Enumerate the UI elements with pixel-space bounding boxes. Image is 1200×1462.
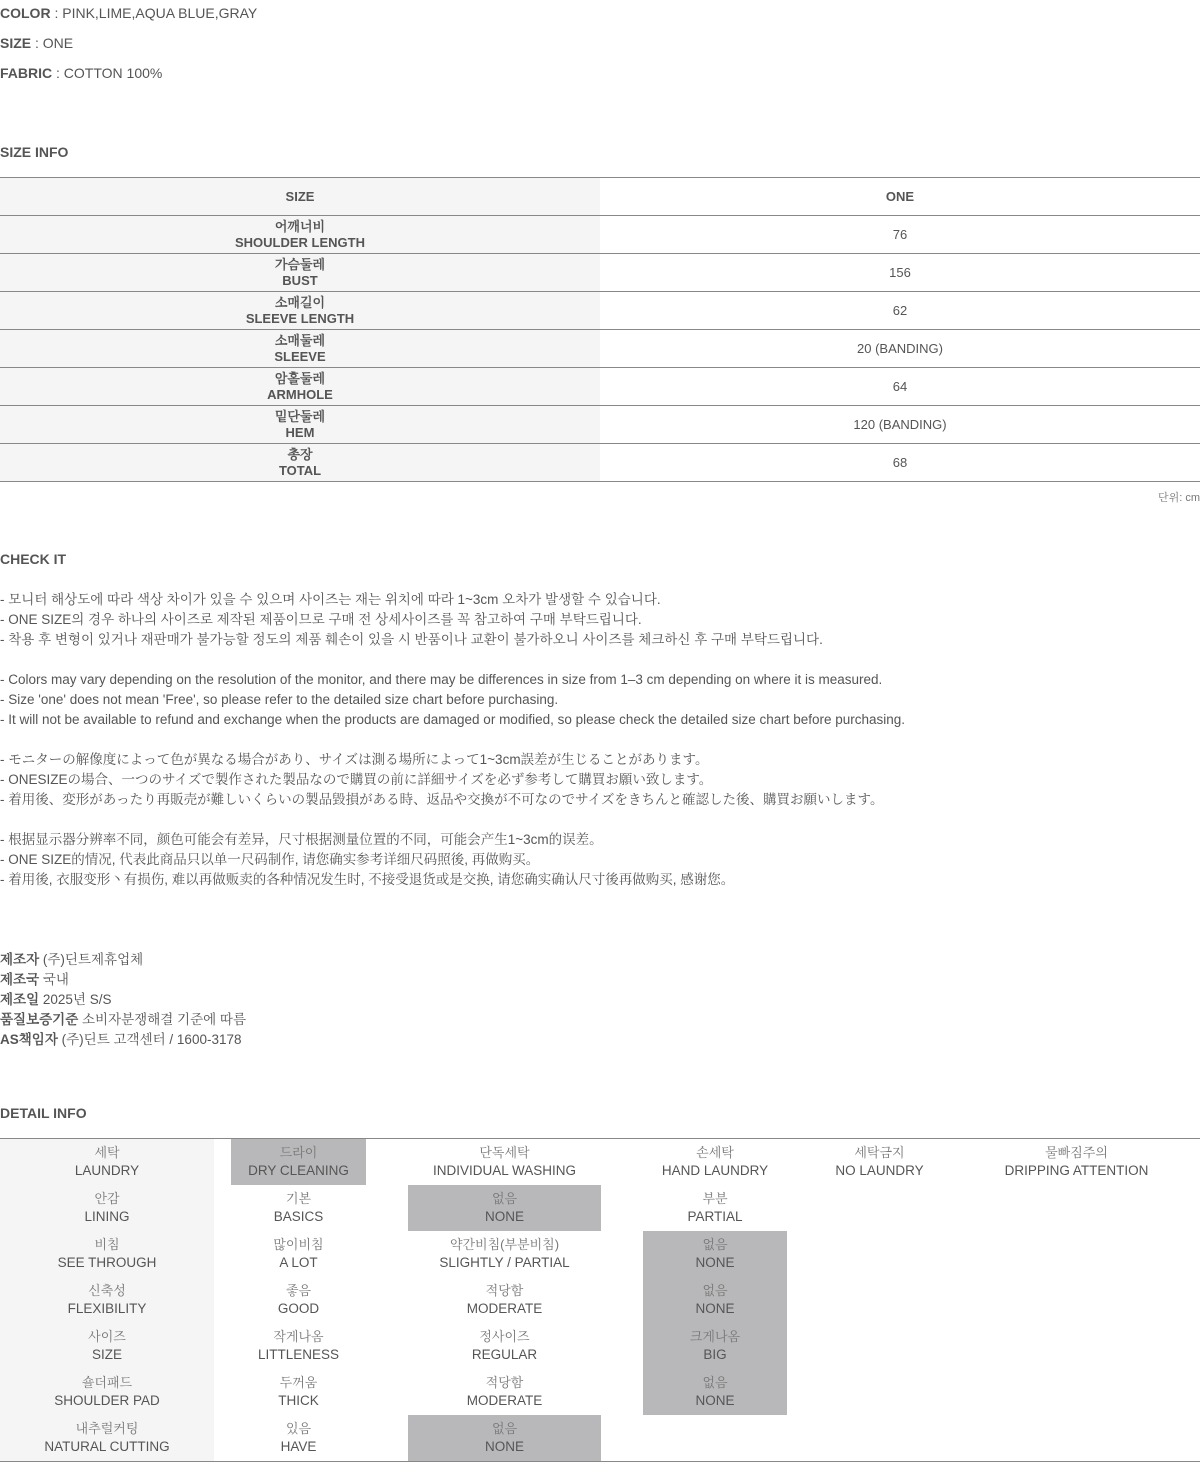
size-table-row bbox=[0, 406, 1200, 444]
maker-line bbox=[0, 1030, 246, 1050]
size-row-label-en: BUST bbox=[282, 272, 318, 288]
detail-en: HAVE bbox=[280, 1439, 317, 1454]
check-line: - ONESIZEの場合、一つのサイズで製作された製品なので購買の前に詳細サイズを必ず参考して購買お願い致します。 bbox=[0, 772, 713, 787]
detail-en: DRIPPING ATTENTION bbox=[1004, 1163, 1149, 1178]
detail-en: NONE bbox=[695, 1301, 735, 1316]
detail-ko: 없음 bbox=[491, 1421, 518, 1436]
check-line: - 착용 후 변형이 있거나 재판매가 불가능할 정도의 제품 훼손이 있을 시 반품이나 교환이 불가하오니 사이즈를 체크하신 후 구매 부탁드립니다. bbox=[0, 632, 823, 647]
size-row-label-ko: 가슴둘레 bbox=[274, 256, 326, 272]
detail-en: PARTIAL bbox=[687, 1209, 743, 1224]
detail-option bbox=[787, 1139, 972, 1185]
size-row-label-ko: 밑단둘레 bbox=[274, 408, 326, 424]
detail-ko: 세탁 bbox=[94, 1145, 120, 1160]
size-table-row bbox=[0, 444, 1200, 482]
check-it-title: CHECK IT bbox=[0, 551, 67, 567]
detail-en: LINING bbox=[84, 1209, 130, 1224]
maker-label: 제조일 bbox=[0, 992, 40, 1007]
size-info-title: SIZE INFO bbox=[0, 144, 69, 160]
maker-line bbox=[0, 970, 246, 990]
spec-size bbox=[0, 34, 73, 52]
detail-option bbox=[231, 1185, 366, 1231]
detail-option bbox=[231, 1277, 366, 1323]
check-line: - 着用後、変形があったり再販売が難しいくらいの製品毀損がある時、返品や交換が不可なのでサイズをきちんと確認した後、購買お願いします。 bbox=[0, 792, 884, 807]
maker-line bbox=[0, 950, 246, 970]
detail-option bbox=[643, 1277, 787, 1323]
detail-option bbox=[643, 1323, 787, 1369]
detail-row-label bbox=[0, 1415, 214, 1461]
detail-option bbox=[643, 1139, 787, 1185]
detail-option bbox=[643, 1185, 787, 1231]
detail-option bbox=[972, 1139, 1181, 1185]
detail-row-label bbox=[0, 1139, 214, 1185]
size-header-label: SIZE bbox=[0, 178, 600, 215]
detail-option bbox=[408, 1415, 601, 1461]
unit-note: 단위: cm bbox=[1157, 492, 1200, 504]
detail-ko: 드라이 bbox=[279, 1145, 318, 1160]
check-line: - It will not be available to refund and exchange when the products are damaged or modified, so please check the detailed size chart before purchasing. bbox=[0, 712, 906, 727]
check-paragraph bbox=[0, 670, 1200, 730]
maker-label: 제조자 bbox=[0, 952, 40, 967]
detail-ko: 있음 bbox=[285, 1421, 312, 1436]
detail-ko: 약간비침(부분비침) bbox=[449, 1237, 560, 1252]
spec-color-value: : PINK,LIME,AQUA BLUE,GRAY bbox=[50, 5, 258, 21]
maker-value: 소비자분쟁해결 기준에 따름 bbox=[78, 1012, 246, 1027]
detail-ko: 내추럴커팅 bbox=[75, 1421, 139, 1436]
detail-ko: 손세탁 bbox=[696, 1145, 734, 1160]
detail-row-label bbox=[0, 1185, 214, 1231]
detail-en: GOOD bbox=[277, 1301, 320, 1316]
detail-ko: 단독세탁 bbox=[479, 1145, 530, 1160]
detail-option bbox=[408, 1185, 601, 1231]
detail-row-label bbox=[0, 1323, 214, 1369]
size-row-label bbox=[0, 254, 600, 291]
detail-row-label bbox=[0, 1277, 214, 1323]
maker-label: AS책임자 bbox=[0, 1032, 58, 1047]
detail-en: NONE bbox=[484, 1439, 524, 1454]
spec-fabric bbox=[0, 64, 162, 82]
detail-option bbox=[231, 1415, 366, 1461]
size-row-value: 76 bbox=[892, 227, 908, 242]
check-line: - ONE SIZE的情况, 代表此商品只以单一尺码制作, 请您确实参考详细尺码照後, 再做购买。 bbox=[0, 852, 540, 867]
detail-en: MODERATE bbox=[466, 1393, 543, 1408]
detail-option bbox=[643, 1369, 787, 1415]
detail-ko: 없음 bbox=[702, 1375, 728, 1390]
size-header-value: ONE bbox=[885, 189, 915, 204]
detail-en: NONE bbox=[695, 1393, 735, 1408]
detail-en: A LOT bbox=[279, 1255, 318, 1270]
detail-en: BIG bbox=[703, 1347, 727, 1362]
maker-value: (주)딘트제휴업체 bbox=[39, 952, 144, 967]
detail-en: LITTLENESS bbox=[257, 1347, 340, 1362]
detail-ko: 신축성 bbox=[88, 1283, 126, 1298]
maker-value: 국내 bbox=[39, 972, 69, 987]
check-paragraph bbox=[0, 590, 1200, 650]
detail-en: SLIGHTLY / PARTIAL bbox=[439, 1255, 570, 1270]
maker-info bbox=[0, 950, 246, 1050]
detail-ko: 크게나옴 bbox=[689, 1329, 741, 1344]
detail-ko: 비침 bbox=[94, 1237, 120, 1252]
size-row-label-ko: 소매길이 bbox=[274, 294, 326, 310]
check-paragraph bbox=[0, 750, 1200, 810]
check-line: - 根据显示器分辨率不同，颜色可能会有差异，尺寸根据测量位置的不同，可能会产生1~3cm的误差。 bbox=[0, 832, 603, 847]
size-row-value: 20 (BANDING) bbox=[857, 341, 943, 356]
detail-option bbox=[231, 1231, 366, 1277]
size-row-label-ko: 어깨너비 bbox=[274, 218, 326, 234]
detail-row-label bbox=[0, 1369, 214, 1415]
size-table-row bbox=[0, 292, 1200, 330]
detail-en: REGULAR bbox=[471, 1347, 538, 1362]
detail-option bbox=[231, 1323, 366, 1369]
spec-fabric-value: : COTTON 100% bbox=[52, 65, 163, 81]
spec-size-value: : ONE bbox=[31, 35, 74, 51]
size-row-label bbox=[0, 330, 600, 367]
spec-color-label: COLOR bbox=[0, 5, 51, 21]
size-row-label-en: TOTAL bbox=[278, 462, 322, 478]
detail-en: NATURAL CUTTING bbox=[44, 1439, 170, 1454]
size-row-label-ko: 소매둘레 bbox=[274, 332, 326, 348]
detail-ko: 숄더패드 bbox=[81, 1375, 133, 1390]
detail-ko: 없음 bbox=[491, 1191, 518, 1206]
detail-en: SEE THROUGH bbox=[57, 1255, 157, 1270]
detail-row-label bbox=[0, 1231, 214, 1277]
maker-label: 품질보증기준 bbox=[0, 1012, 79, 1027]
size-row-label bbox=[0, 216, 600, 253]
detail-en: NONE bbox=[484, 1209, 524, 1224]
maker-label: 제조국 bbox=[0, 972, 40, 987]
maker-line bbox=[0, 990, 246, 1010]
spec-color bbox=[0, 4, 257, 22]
detail-ko: 없음 bbox=[702, 1237, 728, 1252]
detail-option bbox=[408, 1277, 601, 1323]
size-table-row bbox=[0, 330, 1200, 368]
detail-ko: 기본 bbox=[285, 1191, 312, 1206]
size-row-label-ko: 암홀둘레 bbox=[274, 370, 326, 386]
detail-ko: 두꺼움 bbox=[279, 1375, 318, 1390]
detail-en: MODERATE bbox=[466, 1301, 543, 1316]
check-line: - ONE SIZE의 경우 하나의 사이즈로 제작된 제품이므로 구매 전 상세사이즈를 꼭 참고하여 구매 부탁드립니다. bbox=[0, 612, 642, 627]
size-table-header bbox=[0, 178, 1200, 216]
maker-line bbox=[0, 1010, 246, 1030]
size-row-value: 68 bbox=[892, 455, 908, 470]
check-line: - 着用後, 衣服变形丶有损伤, 难以再做贩卖的各种情况发生时, 不接受退货或是交换, 请您确实确认尺寸後再做购买, 感谢您。 bbox=[0, 872, 735, 887]
size-row-label bbox=[0, 368, 600, 405]
check-paragraph bbox=[0, 830, 1200, 890]
check-line: - モニターの解像度によって色が異なる場合があり、サイズは測る場所によって1~3cm誤差が生じることがあります。 bbox=[0, 752, 709, 767]
detail-ko: 정사이즈 bbox=[479, 1329, 530, 1344]
detail-ko: 좋음 bbox=[285, 1283, 312, 1298]
size-table-row bbox=[0, 368, 1200, 406]
size-table bbox=[0, 177, 1200, 482]
check-line: - 모니터 해상도에 따라 색상 차이가 있을 수 있으며 사이즈는 재는 위치에 따라 1~3cm 오차가 발생할 수 있습니다. bbox=[0, 592, 661, 607]
detail-ko: 적당함 bbox=[485, 1283, 524, 1298]
detail-en: HAND LAUNDRY bbox=[661, 1163, 769, 1178]
size-row-label-en: SHOULDER LENGTH bbox=[235, 234, 365, 250]
size-table-row bbox=[0, 254, 1200, 292]
detail-ko: 물빠짐주의 bbox=[1045, 1145, 1108, 1160]
size-row-label bbox=[0, 444, 600, 481]
detail-en: NONE bbox=[695, 1255, 735, 1270]
size-row-label-en: ARMHOLE bbox=[267, 386, 333, 402]
detail-ko: 작게나옴 bbox=[273, 1329, 324, 1344]
detail-ko: 부분 bbox=[702, 1191, 728, 1206]
detail-en: SIZE bbox=[91, 1347, 122, 1362]
spec-fabric-label: FABRIC bbox=[0, 65, 53, 81]
maker-value: 2025년 S/S bbox=[39, 992, 112, 1007]
detail-option bbox=[408, 1139, 601, 1185]
detail-ko: 세탁금지 bbox=[854, 1145, 905, 1160]
detail-ko: 사이즈 bbox=[88, 1329, 126, 1344]
size-row-label bbox=[0, 406, 600, 443]
detail-option bbox=[408, 1323, 601, 1369]
detail-en: INDIVIDUAL WASHING bbox=[432, 1163, 576, 1178]
detail-en: NO LAUNDRY bbox=[835, 1163, 924, 1178]
size-row-value: 64 bbox=[892, 379, 908, 394]
size-row-label bbox=[0, 292, 600, 329]
detail-ko: 없음 bbox=[702, 1283, 728, 1298]
size-row-label-ko: 총장 bbox=[287, 446, 313, 462]
detail-en: FLEXIBILITY bbox=[67, 1301, 147, 1316]
detail-en: LAUNDRY bbox=[74, 1163, 140, 1178]
detail-en: DRY CLEANING bbox=[248, 1163, 349, 1178]
size-row-label-en: SLEEVE bbox=[274, 348, 326, 364]
detail-info-title: DETAIL INFO bbox=[0, 1105, 87, 1121]
detail-option bbox=[408, 1369, 601, 1415]
size-row-label-en: SLEEVE LENGTH bbox=[245, 310, 355, 326]
size-row-value: 62 bbox=[892, 303, 908, 318]
detail-ko: 많이비침 bbox=[273, 1237, 324, 1252]
detail-option bbox=[408, 1231, 601, 1277]
detail-option bbox=[231, 1139, 366, 1185]
size-row-value: 156 bbox=[889, 265, 911, 280]
detail-en: BASICS bbox=[273, 1209, 324, 1224]
check-line: - Size 'one' does not mean 'Free', so please refer to the detailed size chart before purchasing. bbox=[0, 692, 559, 707]
detail-ko: 안감 bbox=[94, 1191, 120, 1206]
detail-info-grid bbox=[0, 1138, 1200, 1462]
detail-ko: 적당함 bbox=[485, 1375, 524, 1390]
detail-option bbox=[643, 1231, 787, 1277]
check-line: - Colors may vary depending on the resolution of the monitor, and there may be differences in size from 1–3 cm depending on where it is measured. bbox=[0, 672, 883, 687]
maker-value: (주)딘트 고객센터 / 1600-3178 bbox=[57, 1032, 242, 1047]
size-row-value: 120 (BANDING) bbox=[853, 417, 947, 432]
detail-en: SHOULDER PAD bbox=[54, 1393, 160, 1408]
size-table-row bbox=[0, 216, 1200, 254]
size-row-label-en: HEM bbox=[285, 424, 315, 440]
detail-option bbox=[231, 1369, 366, 1415]
check-it-notes bbox=[0, 590, 1200, 910]
spec-size-label: SIZE bbox=[0, 35, 32, 51]
detail-en: THICK bbox=[278, 1393, 319, 1408]
